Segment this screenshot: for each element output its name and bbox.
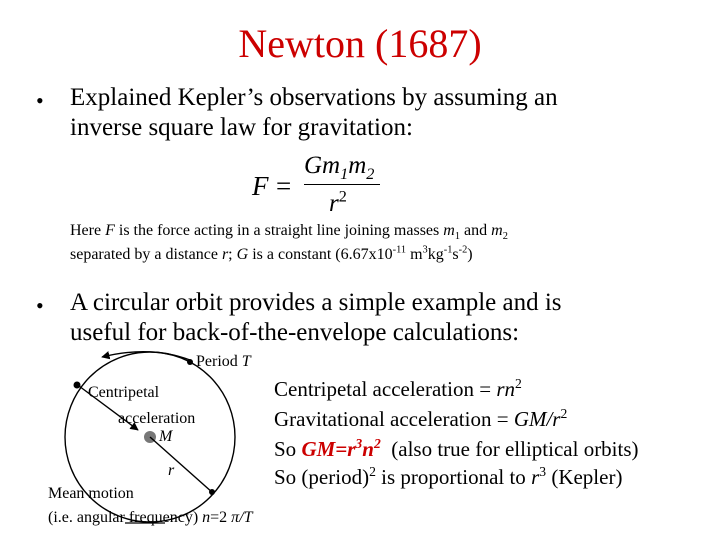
formula-note-line-1: Here F is the force acting in a straight line joining masses $m_1$ and $m_2$ [70,222,508,243]
equation-gravitational: Gravitational acceleration = $GM/r^2$ [274,406,568,431]
radius-end-dot [209,489,215,495]
mean-motion-formula: (i.e. angular frequency) n=2 π/T [48,509,253,526]
formula-equals: = [276,171,292,201]
period-dot [187,359,193,365]
formula-numerator: $Gm_1m_2$ [304,152,375,183]
mass-label: M [159,428,173,445]
bullet-marker: • [36,88,44,113]
centripetal-label: Centripetal acceleration [88,384,196,427]
highlighted-equation: $GM=r^3n^2$ [301,436,381,461]
equation-kepler: So (period)$^2$ is proportional to $r^3$ (Kepler) [274,464,623,489]
equation-centripetal: Centripetal acceleration = $rn^2$ [274,376,522,401]
mean-motion-label: Mean motion [48,485,134,502]
formula-lhs: F [252,171,269,201]
bullet-1-line-1: Explained Kepler’s observations by assuming an [70,84,558,111]
bullet-1-line-2: inverse square law for gravitation: [70,114,413,141]
bullet-2-line-2: useful for back-of-the-envelope calculations: [70,319,520,346]
orbiting-body [74,382,81,389]
bullet-marker: • [36,293,44,318]
slide-title: Newton (1687) [238,21,482,66]
equation-gm: So $GM=r^3n^2$ (also true for elliptical orbits) [274,436,639,461]
formula-denominator: $r^2$ [329,187,347,217]
period-label: Period T [196,353,251,370]
formula-note-line-2: separated by a distance r; G is a constant ($6.67x10^{-11}$ $m^3kg^{-1}s^{-2}$) [70,244,473,263]
bullet-2-line-1: A circular orbit provides a simple example and is [70,289,562,316]
radius-label: r [168,462,175,479]
